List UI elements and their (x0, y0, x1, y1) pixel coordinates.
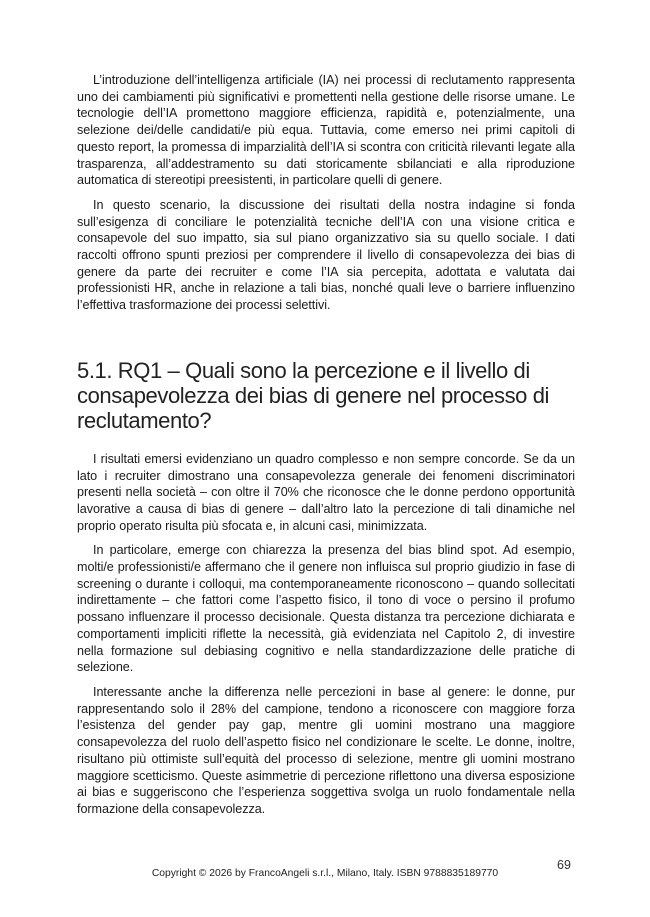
copyright-notice: Copyright © 2026 by FrancoAngeli s.r.l., Milano, Italy. ISBN 9788835189770 (151, 868, 499, 879)
section-paragraph-2: In particolare, emerge con chiarezza la presenza del bias blind spot. Ad esempio, molti/e professionisti/e affermano che il genere non influisca sul proprio giudizio in fase di screening o durante i colloqui, ma contemporaneamente riconoscono – quando sollecitati indirettamente – che fattori come l’aspetto fisico, il tono di voce o persino il profumo possano influenzare il processo decisionale. Questa distanza tra percezione dichiarata e comportamenti impliciti riflette la necessità, già evidenziata nel Capitolo 2, di investire nella formazione sul debiasing cognitivo e nella standardizzazione delle pratiche di selezione. (77, 543, 575, 675)
page-body (77, 72, 575, 818)
section-paragraph-3: Interessante anche la differenza nelle percezioni in base al genere: le donne, pur rappresentando solo il 28% del campione, tendono a riconoscere con maggiore forza l’esistenza del gender pay gap, mentre gli uomini mostrano una maggiore consapevolezza del ruolo dell’aspetto fisico nel condizionare le scelte. Le donne, inoltre, risultano più ottimiste sull’equità del processo di selezione, mentre gli uomini mostrano maggiore scetticismo. Queste asimmetrie di percezione riflettono una diversa esposizione ai bias e suggeriscono che l’esperienza soggettiva svolga un ruolo fondamentale nella formazione della consapevolezza. (77, 684, 575, 816)
intro-paragraph-2: In questo scenario, la discussione dei risultati della nostra indagine si fonda sull’esigenza di conciliare le potenzialità tecniche dell’IA con una visione critica e consapevole del suo impatto, sia sul piano organizzativo sia su quello sociale. I dati raccolti offrono spunti preziosi per comprendere il livello di consapevolezza dei bias di genere da parte dei recruiter e come l’IA sia percepita, adottata e valutata dai professionisti HR, anche in relazione a tali bias, nonché quali leve o barriere influenzino l’effettiva trasformazione dei processi selettivi. (77, 197, 575, 313)
page-number: 69 (557, 858, 571, 872)
section-heading: 5.1. RQ1 – Quali sono la percezione e il livello di consapevolezza dei bias di genere nel processo di reclutamento? (77, 357, 550, 433)
section-paragraph-1: I risultati emersi evidenziano un quadro complesso e non sempre concorde. Se da un lato i recruiter dimostrano una consapevolezza generale dei fenomeni discriminatori presenti nella società – con oltre il 70% che riconosce che le donne perdono opportunità lavorative a causa di bias di genere – dall’altro lato la percezione di tali dinamiche nel proprio operato risulta più sfocata e, in alcuni casi, minimizzata. (77, 451, 575, 533)
intro-paragraph-1: L’introduzione dell’intelligenza artificiale (IA) nei processi di reclutamento rappresenta uno dei cambiamenti più significativi e promettenti nella gestione delle risorse umane. Le tecnologie dell’IA promettono maggiore efficienza, rapidità e, potenzialmente, una selezione dei/delle candidati/e più equa. Tuttavia, come emerso nei primi capitoli di questo report, la promessa di imparzialità dell’IA si scontra con criticità rilevanti legate alla trasparenza, all’addestramento su dati storicamente sbilanciati e alla riproduzione automatica di stereotipi preesistenti, in particolare quelli di genere. (77, 73, 575, 188)
